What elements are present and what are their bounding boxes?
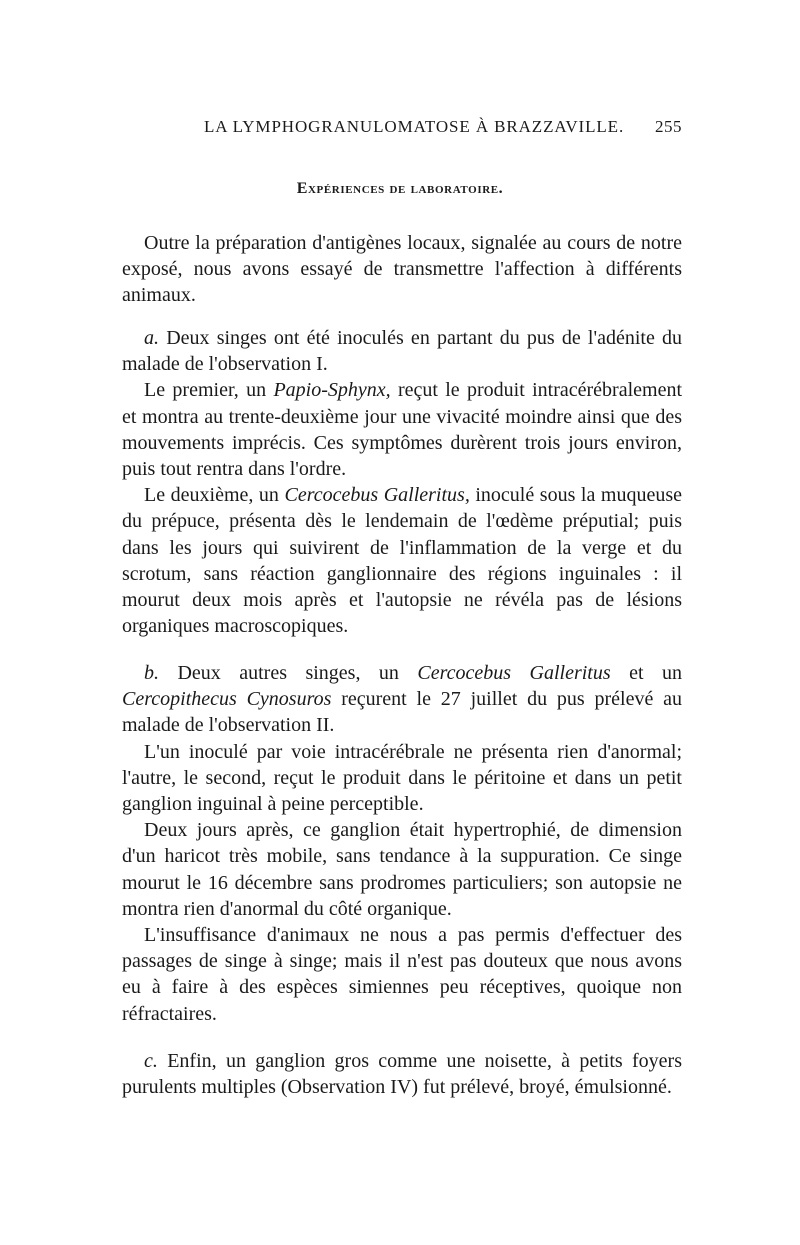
section-c — [122, 1048, 682, 1100]
section-b-text-1-rest: reçurent le 27 juillet du pus prélevé au malade de l'observation II. — [122, 688, 683, 737]
section-b-text-1-start: Deux autres singes, un — [177, 662, 418, 684]
section-b-paragraph-2: L'un inoculé par voie intracérébrale ne présenta rien d'anormal; l'autre, le second, reçut le produit dans le péritoine et dans un petit ganglion inguinal à peine perceptible. — [122, 740, 682, 816]
section-a-text-1: Deux singes ont été inoculés en partant du pus de l'adénite du malade de l'observation I. — [122, 327, 682, 376]
section-heading: Expériences de laboratoire. — [296, 180, 504, 197]
section-b-text-1-mid: et un — [610, 662, 682, 684]
species-papio-sphynx: Papio-Sphynx, — [273, 379, 391, 402]
species-cercocebus-2: Cercocebus Galleritus — [417, 662, 611, 684]
section-a-paragraph-3 — [122, 482, 682, 639]
page-number: 255 — [655, 117, 682, 136]
section-a-text-3-start: Le deuxième, un — [144, 484, 285, 507]
running-title: LA LYMPHOGRANULOMATOSE À BRAZZAVILLE. — [204, 117, 625, 136]
section-b-paragraph-4: L'insuffisance d'animaux ne nous a pas permis d'effectuer des passages de singe à singe; mais il n'est pas douteux que nous avons eu à faire à des espèces simiennes peu réceptives, quoique non réfractaires. — [122, 924, 682, 1025]
section-a-paragraph-1 — [122, 325, 682, 377]
section-a-text-2-start: Le premier, un — [144, 379, 274, 402]
section-b-label: b. — [144, 662, 159, 684]
species-cercopithecus: Cercopithecus Cynosuros — [122, 688, 332, 711]
intro-text: Outre la préparation d'antigènes locaux, signalée au cours de notre exposé, nous avons essayé de transmettre l'affection à différents animaux. — [122, 232, 682, 307]
section-a — [122, 325, 682, 639]
section-a-label: a. — [144, 327, 159, 349]
intro-paragraph — [122, 230, 682, 309]
section-a-text-2-rest: reçut le produit intracérébralement et montra au trente-deuxième jour une vivacité moindre ainsi que des mouvements imprécis. Ces symptômes durèrent trois jours environ, puis tout rentra dans l'ordre. — [122, 379, 682, 481]
species-cercocebus: Cercocebus Galleritus, — [284, 484, 470, 507]
section-c-text-1: Enfin, un ganglion gros comme une noisette, à petits foyers purulents multiples (Observation IV) fut prélevé, broyé, émulsionné. — [122, 1050, 682, 1099]
section-b — [122, 660, 682, 1027]
section-a-text-3-rest: inoculé sous la muqueuse du prépuce, présenta dès le lendemain de l'œdème préputial; puis dans les jours qui suivirent de l'inflammation de la verge et du scrotum, sans réaction ganglionnaire des régions inguinales : il mourut deux mois après et l'autopsie ne révéla pas de lésions organiques macroscopiques. — [122, 484, 682, 638]
section-b-paragraph-3: Deux jours après, ce ganglion était hypertrophié, de dimension d'un haricot très mobile, sans tendance à la suppuration. Ce singe mourut le 16 décembre sans prodromes particuliers; son autopsie ne montra rien d'anormal du côté organique. — [122, 819, 682, 920]
section-c-label: c. — [144, 1050, 158, 1072]
section-a-paragraph-2 — [122, 377, 682, 482]
section-b-paragraph-1 — [122, 660, 682, 739]
section-c-paragraph-1 — [122, 1048, 682, 1100]
running-head — [122, 117, 682, 141]
